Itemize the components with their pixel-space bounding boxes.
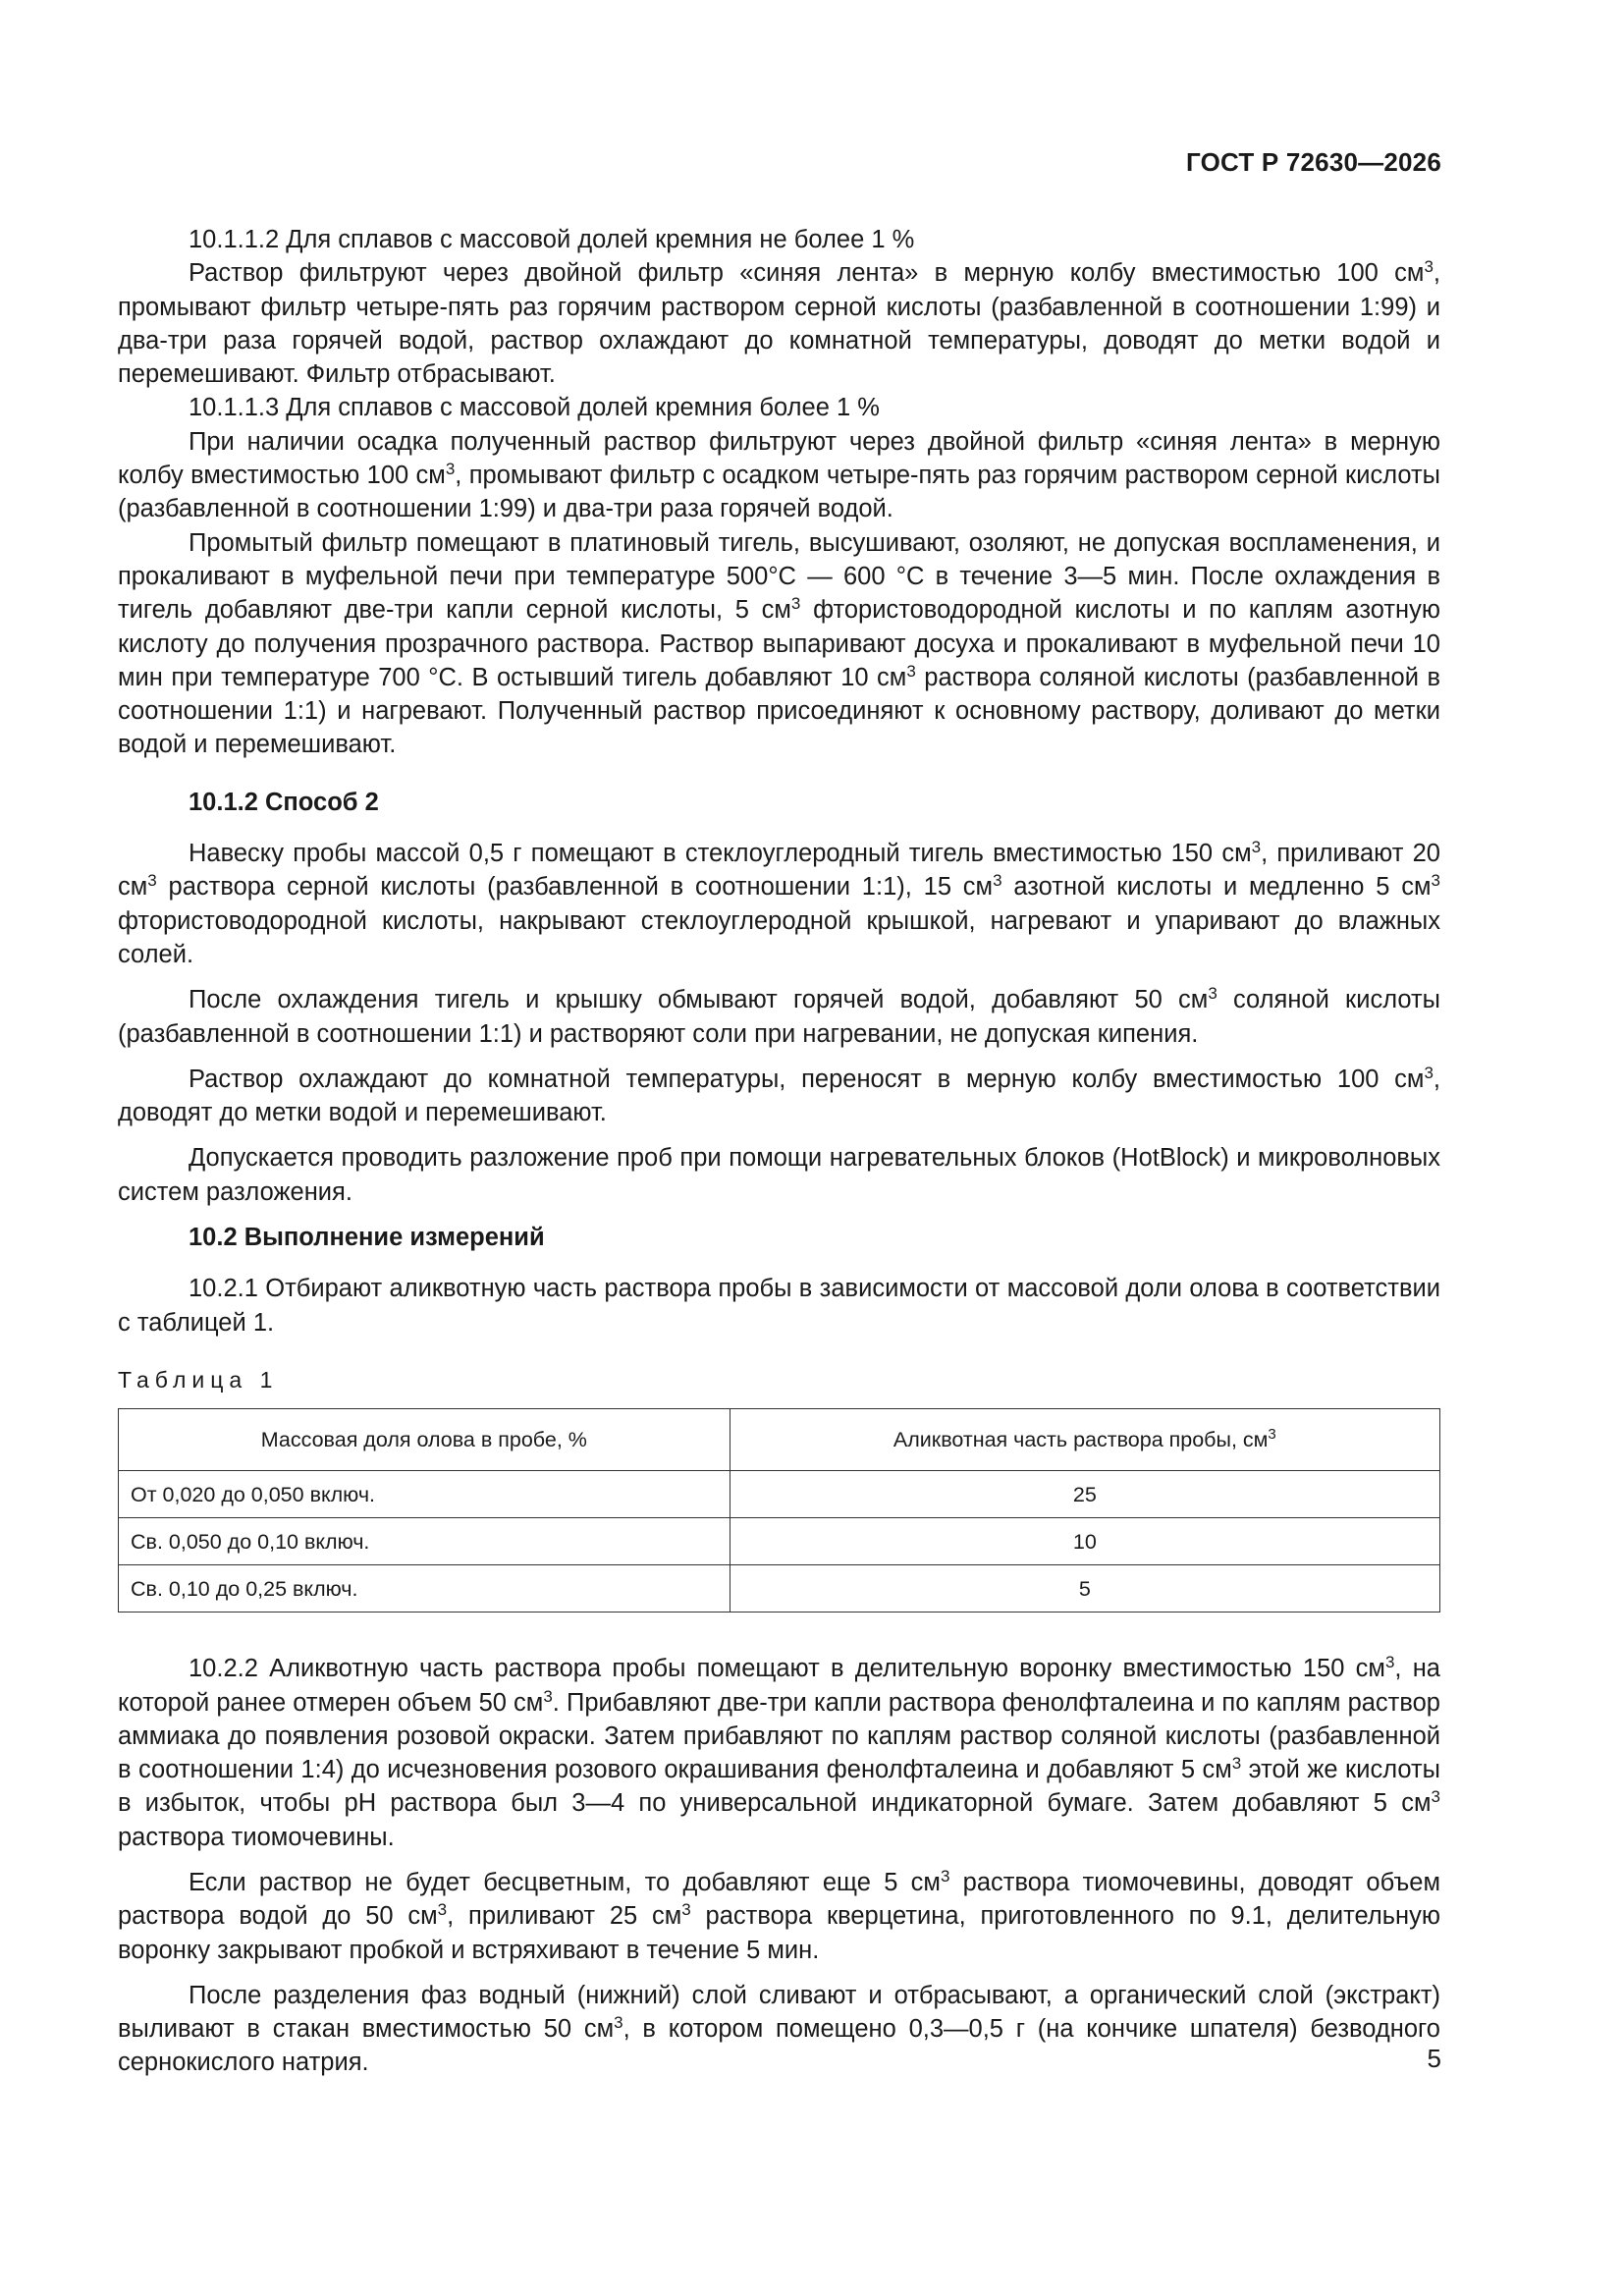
table-cell: 5 <box>730 1565 1439 1613</box>
table-cell: Св. 0,050 до 0,10 включ. <box>119 1518 730 1565</box>
table-cell: От 0,020 до 0,050 включ. <box>119 1471 730 1518</box>
table-header-cell: Массовая доля олова в пробе, % <box>119 1409 730 1471</box>
paragraph: Раствор фильтруют через двойной фильтр «синяя лента» в мерную колбу вместимостью 100 $см^3$, промывают фильтр четыре-пять раз горячим раствором серной кислоты (разбавленной в соотношении 1:99) и два-три раза горячей водой, раствор охлаждают до комнатной температуры, доводят до метки водой и перемешивают. Фильтр отбрасывают. <box>118 257 1440 389</box>
table-row <box>119 1471 1440 1518</box>
page-number: 5 <box>1427 2044 1441 2073</box>
table-caption: Таблица 1 <box>118 1366 279 1393</box>
paragraph: Допускается проводить разложение проб при помощи нагревательных блоков (HotBlock) и микроволновых систем разложения. <box>118 1144 1440 1206</box>
table-1 <box>118 1408 1440 1613</box>
table-header-cell: Аликвотная часть раствора пробы, $см^3$ <box>730 1409 1439 1471</box>
table-cell: 10 <box>730 1518 1439 1565</box>
document-code: ГОСТ Р 72630—2026 <box>1186 147 1441 177</box>
paragraph: После охлаждения тигель и крышку обмывают горячей водой, добавляют 50 $см^3$ соляной кислоты (разбавленной в соотношении 1:1) и растворяют соли при нагревании, не допуская кипения. <box>118 984 1441 1048</box>
paragraph: После разделения фаз водный (нижний) слой сливают и отбрасывают, а органический слой (экстракт) выливают в стакан вместимостью 50 $см^3$, в котором помещено 0,3—0,5 г (на кончике шпателя) безводного сернокислого натрия. <box>118 1981 1440 2077</box>
paragraph: Если раствор не будет бесцветным, то добавляют еще 5 $см^3$ раствора тиомочевины, доводят объем раствора водой до 50 $см^3$, приливают 25 $см^3$ раствора кверцетина, приготовленного по 9.1, делительную воронку закрывают пробкой и встряхивают в течение 5 мин. <box>118 1866 1440 1964</box>
paragraph: При наличии осадка полученный раствор фильтруют через двойной фильтр «синяя лента» в мерную колбу вместимостью 100 $см^3$, промывают фильтр с осадком четыре-пять раз горячим раствором серной кислоты (разбавленной в соотношении 1:99) и два-три раза горячей водой. <box>118 427 1440 523</box>
table-row <box>119 1565 1440 1613</box>
section-10-2-heading: 10.2 Выполнение измерений <box>189 1224 545 1252</box>
document-body <box>118 223 1440 2080</box>
paragraph: Раствор охлаждают до комнатной температуры, переносят в мерную колбу вместимостью 100 $см^3$, доводят до метки водой и перемешивают. <box>118 1063 1440 1127</box>
table-cell: 25 <box>730 1471 1439 1518</box>
section-10-1-1-2-title: 10.1.1.2 Для сплавов с массовой долей кремния не более 1 % <box>189 226 915 253</box>
section-10-1-2-heading: 10.1.2 Способ 2 <box>189 788 379 816</box>
table-cell: Св. 0,10 до 0,25 включ. <box>119 1565 730 1613</box>
paragraph: 10.2.1 Отбирают аликвотную часть раствора пробы в зависимости от массовой доли олова в соответствии с таблицей 1. <box>118 1275 1440 1337</box>
table-header-row <box>119 1409 1440 1471</box>
paragraph: Промытый фильтр помещают в платиновый тигель, высушивают, озоляют, не допуская воспламенения, и прокаливают в муфельной печи при температуре 500°С — 600 °С в течение 3—5 мин. После охлаждения в тигель добавляют две-три капли серной кислоты, 5 $см^3$ фтористоводородной кислоты и по каплям азотную кислоту до получения прозрачного раствора. Раствор выпаривают досуха и прокаливают в муфельной печи 10 мин при температуре 700 °С. В остывший тигель добавляют 10 $см^3$ раствора соляной кислоты (разбавленной в соотношении 1:1) и нагревают. Полученный раствор присоединяют к основному раствору, доливают до метки водой и перемешивают. <box>118 528 1440 759</box>
table-row <box>119 1518 1440 1565</box>
section-10-1-1-3-title: 10.1.1.3 Для сплавов с массовой долей кремния более 1 % <box>189 394 880 422</box>
paragraph: 10.2.2 Аликвотную часть раствора пробы помещают в делительную воронку вместимостью 150 $см^3$, на которой ранее отмерен объем 50 $см^3$. Прибавляют две-три капли раствора фенолфталеина и по каплям раствор аммиака до появления розовой окраски. Затем прибавляют по каплям раствор соляной кислоты (разбавленной в соотношении 1:4) до исчезновения розового окрашивания фенолфталеина и добавляют 5 $см^3$ этой же кислоты в избыток, чтобы рН раствора был 3—4 по универсальной индикаторной бумаге. Затем добавляют 5 $см^3$ раствора тиомочевины. <box>118 1653 1440 1851</box>
paragraph: Навеску пробы массой 0,5 г помещают в стеклоуглеродный тигель вместимостью 150 $см^3$, приливают 20 $см^3$ раствора серной кислоты (разбавленной в соотношении 1:1), 15 $см^3$ азотной кислоты и медленно 5 $см^3$ фтористоводородной кислоты, накрывают стеклоуглеродной крышкой, нагревают и упаривают до влажных солей. <box>118 838 1440 968</box>
